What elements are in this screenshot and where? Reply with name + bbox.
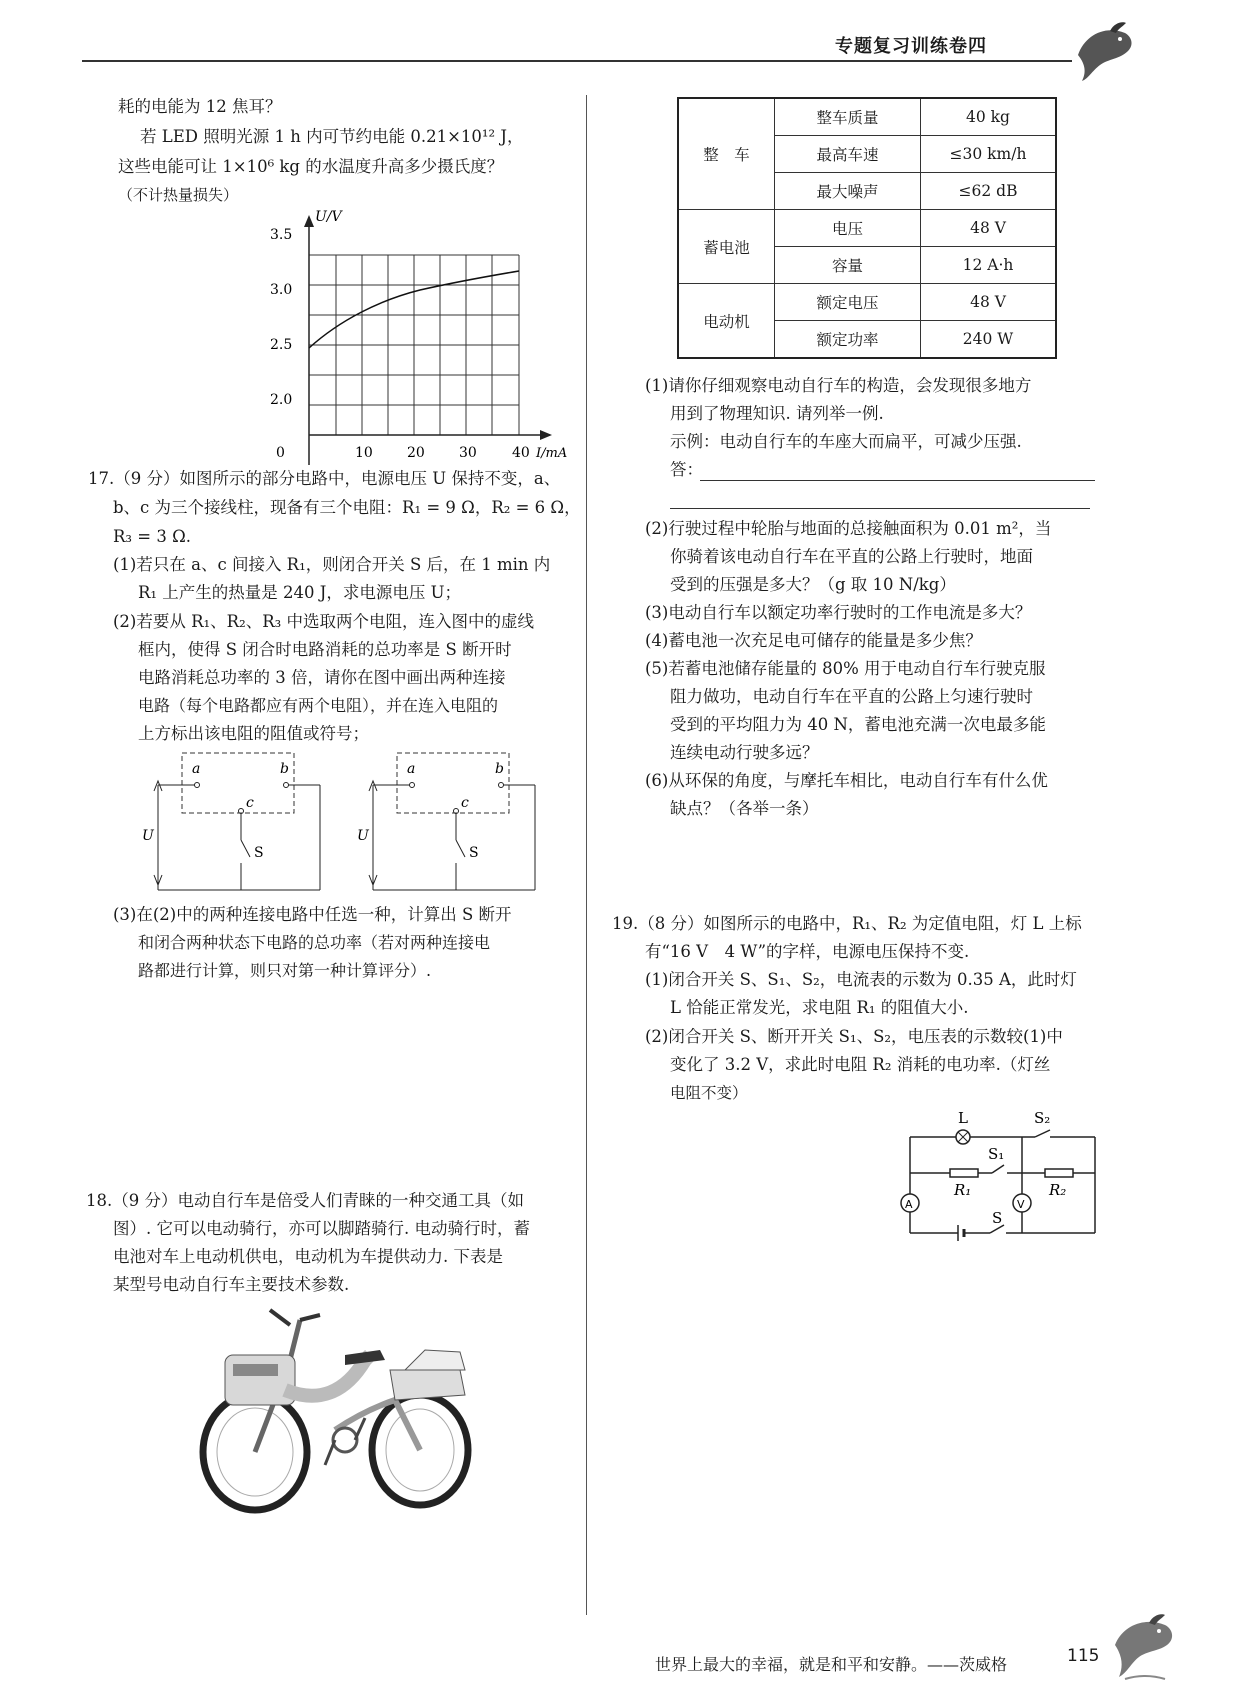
page-number: 115 (1067, 1646, 1100, 1666)
q18-stem: 某型号电动自行车主要技术参数. (113, 1275, 350, 1294)
answer-blank-1[interactable] (700, 480, 1095, 481)
svg-text:L: L (958, 1109, 968, 1127)
table-group: 蓄电池 (678, 210, 775, 284)
q18-stem: 18.（9 分）电动自行车是倍受人们青睐的一种交通工具（如 (86, 1191, 524, 1210)
q19-part1: L 恰能正常发光，求电阻 R₁ 的阻值大小. (670, 998, 969, 1017)
svg-text:a: a (192, 761, 201, 777)
column-divider (586, 95, 587, 1615)
table-group: 电动机 (678, 284, 775, 359)
q17-circuit-1 (140, 745, 340, 895)
x-tick: 0 (276, 445, 285, 461)
table-cell: ≤62 dB (921, 173, 1057, 210)
x-axis-arrow-icon (540, 430, 552, 440)
table-cell: 整车质量 (775, 98, 921, 136)
q17-part1: R₁ 上产生的热量是 240 J，求电源电压 U； (138, 583, 462, 602)
q19-part2: 变化了 3.2 V，求此时电阻 R₂ 消耗的电功率.（灯丝 (670, 1055, 1051, 1074)
table-cell: 40 kg (921, 98, 1057, 136)
svg-text:U: U (142, 828, 154, 844)
q17-part3: 路都进行计算，则只对第一种计算评分）. (138, 961, 432, 980)
table-cell: 最大噪声 (775, 173, 921, 210)
header-rule (82, 60, 1072, 62)
intro-line: 耗的电能为 12 焦耳？ (118, 97, 282, 116)
resistor-r2 (1045, 1169, 1073, 1177)
q19-stem: 有“16 V 4 W”的字样，电源电压保持不变. (645, 942, 970, 961)
svg-text:A: A (905, 1198, 913, 1211)
q18-stem: 图）. 它可以电动骑行，亦可以脚踏骑行. 电动骑行时，蓄 (113, 1219, 530, 1238)
y-tick: 2.5 (270, 337, 293, 353)
table-cell: 容量 (775, 247, 921, 284)
y-axis-arrow-icon (304, 215, 314, 227)
intro-line: （不计热量损失） (118, 186, 239, 204)
q18-example: 示例：电动自行车的车座大而扁平，可减少压强. (670, 432, 1022, 451)
q18-part2: 你骑着该电动自行车在平直的公路上行驶时，地面 (670, 547, 1033, 566)
q19-circuit (870, 1105, 1100, 1245)
q19-part2: 电阻不变） (670, 1084, 748, 1102)
y-tick: 2.0 (270, 392, 293, 408)
svg-text:R₂: R₂ (1049, 1181, 1067, 1199)
spec-table (677, 97, 1057, 359)
q18-part1: 用到了物理知识. 请列举一例. (670, 404, 884, 423)
svg-text:S: S (254, 845, 264, 861)
q17-part2: 上方标出该电阻的阻值或符号； (138, 724, 369, 743)
table-cell: 额定电压 (775, 284, 921, 321)
q17-part3: (3)在(2)中的两种连接电路中任选一种，计算出 S 断开 (113, 905, 512, 924)
q18-part2: 受到的压强是多大？（g 取 10 N/kg） (670, 575, 956, 594)
svg-text:S₂: S₂ (1034, 1109, 1051, 1127)
svg-text:b: b (280, 761, 289, 777)
svg-text:S: S (469, 845, 479, 861)
q18-part3: (3)电动自行车以额定功率行驶时的工作电流是多大？ (645, 603, 1032, 622)
q17-part2: (2)若要从 R₁、R₂、R₃ 中选取两个电阻，连入图中的虚线 (113, 612, 534, 631)
header-title: 专题复习训练卷四 (835, 36, 987, 57)
table-cell: 240 W (921, 321, 1057, 359)
table-cell: 48 V (921, 284, 1057, 321)
q18-part1: (1)请你仔细观察电动自行车的构造，会发现很多地方 (645, 376, 1032, 395)
q18-part6: (6)从环保的角度，与摩托车相比，电动自行车有什么优 (645, 771, 1048, 790)
y-tick: 3.5 (270, 227, 293, 243)
answer-label: 答： (670, 460, 703, 479)
q18-part5: (5)若蓄电池储存能量的 80% 用于电动自行车行驶克服 (645, 659, 1046, 678)
y-axis-label: U/V (315, 209, 342, 225)
q19-part2: (2)闭合开关 S、断开开关 S₁、S₂，电压表的示数较(1)中 (645, 1027, 1063, 1046)
q18-part5: 连续电动行驶多远？ (670, 743, 819, 762)
resistor-r1 (950, 1169, 978, 1177)
x-tick: 30 (459, 445, 477, 461)
q18-stem: 电池对车上电动机供电，电动机为车提供动力. 下表是 (113, 1247, 503, 1266)
dolphin-footer-icon (1105, 1605, 1185, 1685)
q17-part2: 电路（每个电路都应有两个电阻），并在连入电阻的 (138, 696, 499, 715)
svg-text:a: a (407, 761, 416, 777)
x-tick: 10 (355, 445, 373, 461)
x-axis-label: I/mA (536, 446, 568, 461)
table-cell: ≤30 km/h (921, 136, 1057, 173)
switch-s2 (1035, 1130, 1050, 1137)
table-cell: 电压 (775, 210, 921, 247)
q17-stem: R₃ = 3 Ω. (113, 527, 192, 546)
q17-stem: 17.（9 分）如图所示的部分电路中，电源电压 U 保持不变，a、 (88, 469, 561, 488)
u-i-graph (260, 205, 580, 465)
svg-text:R₁: R₁ (954, 1181, 972, 1199)
y-tick: 3.0 (270, 282, 293, 298)
svg-text:V: V (1017, 1198, 1025, 1211)
table-cell: 最高车速 (775, 136, 921, 173)
footer-quote: 世界上最大的幸福，就是和平和安静。——茨威格 (655, 1655, 1008, 1674)
q18-part4: (4)蓄电池一次充足电可储存的能量是多少焦？ (645, 631, 982, 650)
x-tick: 20 (407, 445, 425, 461)
electric-bicycle-image (195, 1300, 495, 1520)
q18-part2: (2)行驶过程中轮胎与地面的总接触面积为 0.01 m²，当 (645, 519, 1052, 538)
svg-text:S₁: S₁ (988, 1145, 1005, 1163)
q19-stem: 19.（8 分）如图所示的电路中，R₁、R₂ 为定值电阻，灯 L 上标 (612, 914, 1082, 933)
intro-line: 若 LED 照明光源 1 h 内可节约电能 0.21×10¹² J， (140, 127, 524, 146)
svg-text:b: b (495, 761, 504, 777)
q17-part3: 和闭合两种状态下电路的总功率（若对两种连接电 (138, 933, 491, 952)
q19-part1: (1)闭合开关 S、S₁、S₂，电流表的示数为 0.35 A，此时灯 (645, 970, 1077, 989)
svg-text:c: c (461, 795, 469, 811)
answer-blank-2[interactable] (670, 508, 1090, 509)
svg-text:S: S (992, 1209, 1003, 1227)
dolphin-logo-icon (1070, 15, 1140, 85)
table-cell: 48 V (921, 210, 1057, 247)
intro-line: 这些电能可让 1×10⁶ kg 的水温度升高多少摄氏度？ (118, 157, 504, 176)
graph-grid (309, 255, 519, 435)
q18-part5: 受到的平均阻力为 40 N，蓄电池充满一次电最多能 (670, 715, 1046, 734)
q17-circuit-2 (355, 745, 555, 895)
q17-stem: b、c 为三个接线柱，现备有三个电阻：R₁ = 9 Ω，R₂ = 6 Ω， (113, 498, 581, 517)
table-cell: 12 A·h (921, 247, 1057, 284)
x-tick: 40 (512, 445, 530, 461)
switch-s1 (992, 1165, 1004, 1173)
q17-part2: 电路消耗总功率的 3 倍，请你在图中画出两种连接 (138, 668, 506, 687)
q17-part1: (1)若只在 a、c 间接入 R₁，则闭合开关 S 后，在 1 min 内 (113, 555, 551, 574)
table-group: 整 车 (678, 98, 775, 210)
q17-part2: 框内，使得 S 闭合时电路消耗的总功率是 S 断开时 (138, 640, 512, 659)
switch-blade (241, 840, 250, 857)
q18-part5: 阻力做功，电动自行车在平直的公路上匀速行驶时 (670, 687, 1033, 706)
switch-blade (456, 840, 465, 857)
svg-text:c: c (246, 795, 254, 811)
svg-text:U: U (357, 828, 369, 844)
table-cell: 额定功率 (775, 321, 921, 359)
q18-part6: 缺点？（各举一条） (670, 799, 819, 818)
